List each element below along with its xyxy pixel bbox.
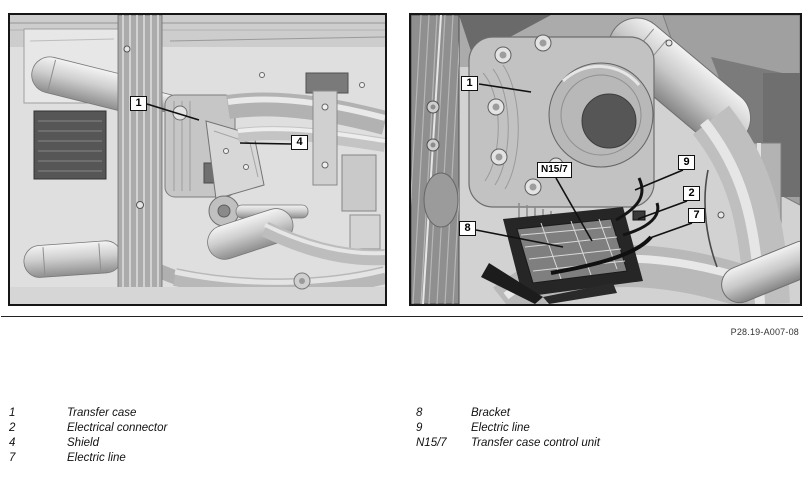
legend-row bbox=[416, 420, 806, 435]
legend-row bbox=[9, 420, 389, 435]
legend-column-right bbox=[416, 405, 806, 450]
underbody-illustration bbox=[10, 15, 385, 304]
legend-label: Electric line bbox=[67, 451, 126, 464]
figure-divider-rule bbox=[1, 316, 803, 317]
callout-control-unit: N15/7 bbox=[537, 162, 572, 178]
control-unit-illustration bbox=[503, 207, 643, 297]
legend-column-left bbox=[9, 405, 389, 465]
legend-row bbox=[9, 450, 389, 465]
callout-electric-line-9: 9 bbox=[678, 155, 695, 170]
legend-label: Transfer case bbox=[67, 406, 137, 419]
legend-key: N15/7 bbox=[416, 436, 447, 449]
figure-code: P28.19-A007-08 bbox=[730, 327, 799, 337]
figure-panel-closeup bbox=[409, 13, 802, 306]
legend-row bbox=[9, 435, 389, 450]
callout-electrical-connector: 2 bbox=[683, 186, 700, 201]
legend-key: 2 bbox=[9, 421, 16, 434]
legend-row bbox=[9, 405, 389, 420]
legend-key: 7 bbox=[9, 451, 16, 464]
callout-transfer-case-right: 1 bbox=[461, 76, 478, 91]
frame-rail bbox=[118, 15, 162, 304]
closeup-illustration bbox=[411, 15, 800, 304]
callout-electric-line-7: 7 bbox=[688, 208, 705, 223]
legend-key: 9 bbox=[416, 421, 423, 434]
legend-label: Electrical connector bbox=[67, 421, 168, 434]
callout-shield: 4 bbox=[291, 135, 308, 150]
callout-transfer-case-left: 1 bbox=[130, 96, 147, 111]
legend-label: Transfer case control unit bbox=[471, 436, 600, 449]
legend-row bbox=[416, 435, 806, 450]
legend-label: Bracket bbox=[471, 406, 510, 419]
legend-row bbox=[416, 405, 806, 420]
figure-panel-underbody bbox=[8, 13, 387, 306]
legend-label: Electric line bbox=[471, 421, 530, 434]
callout-bracket: 8 bbox=[459, 221, 476, 236]
legend-key: 8 bbox=[416, 406, 423, 419]
legend-key: 1 bbox=[9, 406, 16, 419]
legend-label: Shield bbox=[67, 436, 99, 449]
legend-key: 4 bbox=[9, 436, 16, 449]
catalytic-converter-lower bbox=[23, 240, 123, 279]
